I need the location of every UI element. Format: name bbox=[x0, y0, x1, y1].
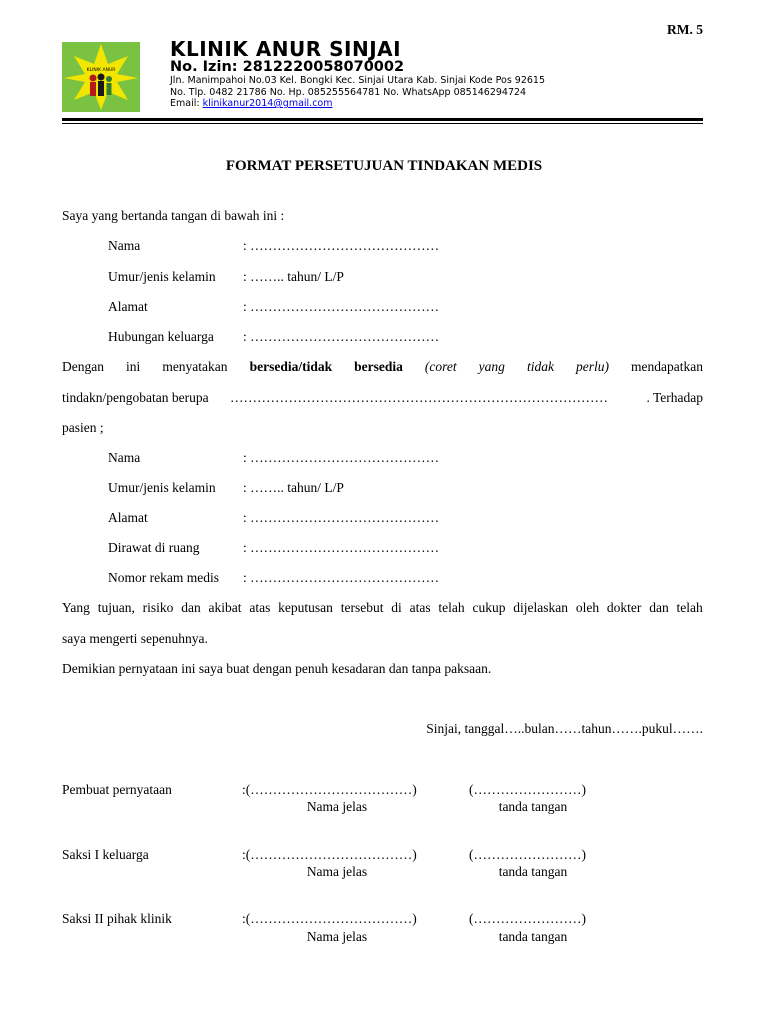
license-number: No. Izin: 2812220058070002 bbox=[170, 59, 405, 75]
word: dijelaskan bbox=[513, 600, 569, 615]
explanation-line-2: saya mengerti sepenuhnya. bbox=[62, 631, 208, 646]
statement-line-2-dots: ………………………………………………………………………… bbox=[230, 390, 608, 405]
signature-role: Saksi I keluarga bbox=[62, 847, 149, 862]
word: menyatakan bbox=[162, 359, 228, 374]
word: tersebut bbox=[340, 600, 384, 615]
word: cukup bbox=[472, 600, 506, 615]
word-bold: bersedia bbox=[354, 359, 403, 374]
explanation-line-1 bbox=[62, 600, 703, 616]
field-value: : …………………………………… bbox=[243, 450, 440, 465]
word: atas bbox=[409, 600, 431, 615]
field-value: : …………………………………… bbox=[243, 329, 440, 344]
word: telah bbox=[438, 600, 465, 615]
signature-role: Pembuat pernyataan bbox=[62, 782, 172, 797]
clinic-logo bbox=[62, 42, 140, 112]
word: dokter bbox=[606, 600, 642, 615]
word-bold: bersedia/tidak bbox=[249, 359, 333, 374]
signature-name-field: :(………………………………) bbox=[242, 782, 417, 797]
field-label: Alamat bbox=[108, 299, 148, 314]
field-label: Dirawat di ruang bbox=[108, 540, 200, 555]
word: Dengan bbox=[62, 359, 104, 374]
word: atas bbox=[249, 600, 271, 615]
sign-caption: tanda tangan bbox=[498, 864, 568, 879]
word: mendapatkan bbox=[631, 359, 703, 374]
statement-line-3: pasien ; bbox=[62, 420, 104, 435]
word: dan bbox=[181, 600, 201, 615]
name-caption: Nama jelas bbox=[306, 929, 368, 944]
word: tujuan, bbox=[97, 600, 135, 615]
signature-sign-field: (……………………) bbox=[469, 911, 586, 926]
field-value: : …………………………………… bbox=[243, 540, 440, 555]
field-label: Alamat bbox=[108, 510, 148, 525]
field-label: Umur/jenis kelamin bbox=[108, 269, 216, 284]
place-date: Sinjai, tanggal…..bulan……tahun…….pukul……. bbox=[426, 721, 703, 736]
document-title: FORMAT PERSETUJUAN TINDAKAN MEDIS bbox=[225, 158, 543, 174]
logo-text: KLINIK ANUR bbox=[86, 68, 116, 73]
word-italic: (coret bbox=[424, 359, 457, 374]
sign-caption: tanda tangan bbox=[498, 929, 568, 944]
closing-text: Demikian pernyataan ini saya buat dengan penuh kesadaran dan tanpa paksaan. bbox=[62, 661, 492, 676]
word: oleh bbox=[575, 600, 600, 615]
statement-line-2-right: . Terhadap bbox=[646, 390, 703, 405]
statement-line-1 bbox=[62, 359, 703, 375]
word: telah bbox=[676, 600, 703, 615]
signature-sign-field: (……………………) bbox=[469, 782, 586, 797]
clinic-phones: No. Tlp. 0482 21786 No. Hp. 085255564781 No. WhatsApp 085146294724 bbox=[170, 87, 527, 98]
clinic-name: KLINIK ANUR SINJAI bbox=[170, 37, 402, 61]
field-value: : …………………………………… bbox=[243, 570, 440, 585]
word: dan bbox=[649, 600, 669, 615]
name-caption: Nama jelas bbox=[306, 864, 368, 879]
word: di bbox=[391, 600, 402, 615]
clinic-email-line bbox=[170, 98, 333, 109]
field-value: : …………………………………… bbox=[243, 299, 440, 314]
word: ini bbox=[126, 359, 141, 374]
word: risiko bbox=[142, 600, 174, 615]
field-value: : …….. tahun/ L/P bbox=[243, 269, 344, 284]
clinic-address: Jln. Manimpahoi No.03 Kel. Bongki Kec. Sinjai Utara Kab. Sinjai Kode Pos 92615 bbox=[170, 75, 546, 86]
header-rule-thin bbox=[62, 123, 703, 124]
word: akibat bbox=[208, 600, 242, 615]
signature-name-field: :(………………………………) bbox=[242, 911, 417, 926]
word: Yang bbox=[62, 600, 90, 615]
sign-caption: tanda tangan bbox=[498, 799, 568, 814]
clinic-logo-icon bbox=[62, 42, 140, 112]
signature-name-field: :(………………………………) bbox=[242, 847, 417, 862]
field-label: Nama bbox=[108, 238, 141, 253]
name-caption: Nama jelas bbox=[306, 799, 368, 814]
field-label: Nomor rekam medis bbox=[108, 570, 219, 585]
signature-sign-field: (……………………) bbox=[469, 847, 586, 862]
word-italic: tidak bbox=[526, 359, 554, 374]
email-label: Email: bbox=[170, 98, 203, 109]
header-rule-thick bbox=[62, 118, 703, 121]
signature-role: Saksi II pihak klinik bbox=[62, 911, 172, 926]
field-label: Hubungan keluarga bbox=[108, 329, 214, 344]
intro-text: Saya yang bertanda tangan di bawah ini : bbox=[62, 208, 285, 223]
statement-line-2-left: tindakn/pengobatan berupa bbox=[62, 390, 209, 405]
field-value: : …….. tahun/ L/P bbox=[243, 480, 344, 495]
word: keputusan bbox=[278, 600, 333, 615]
medical-record-code: RM. 5 bbox=[667, 22, 703, 37]
word-italic: perlu) bbox=[575, 359, 609, 374]
email-link[interactable]: klinikanur2014@gmail.com bbox=[202, 98, 333, 109]
field-label: Umur/jenis kelamin bbox=[108, 480, 216, 495]
word-italic: yang bbox=[478, 359, 505, 374]
field-value: : …………………………………… bbox=[243, 510, 440, 525]
field-label: Nama bbox=[108, 450, 141, 465]
field-value: : …………………………………… bbox=[243, 238, 440, 253]
